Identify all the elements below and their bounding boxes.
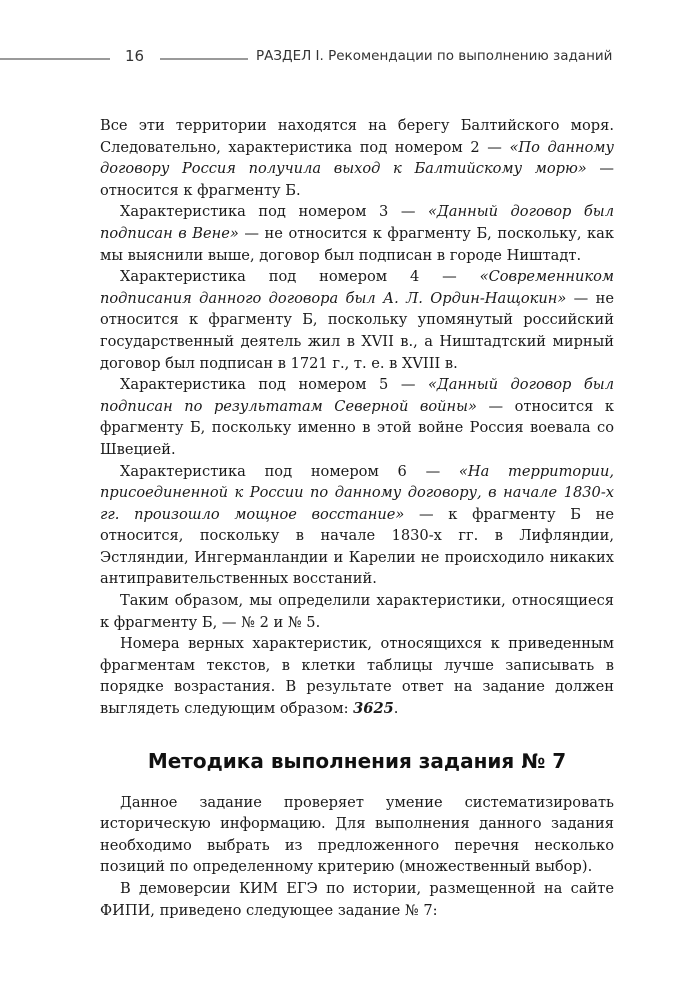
paragraph	[100, 590, 614, 633]
emphasized-text: «Данный договор был подписан в Вене»	[100, 203, 614, 242]
text-run: — к фрагменту Б не относится, поскольку в начале 1830-х гг. в Лифляндии, Эстляндии, Ингерманландии и Карелии не происходило никаких антиправительственных восстаний.	[100, 505, 615, 588]
text-run: Характеристика под номером 4 —	[120, 268, 480, 286]
task-heading: Методика выполнения задания № 7	[147, 748, 567, 773]
emphasized-text: «По данному договору Россия получила выход к Балтийскому морю»	[100, 138, 615, 178]
page-number: 16	[125, 47, 145, 65]
section-title: РАЗДЕЛ I. Рекомендации по выполнению заданий	[256, 48, 613, 64]
paragraph	[100, 461, 614, 591]
header-rule-middle	[160, 58, 248, 60]
paragraph	[100, 266, 614, 374]
paragraph-group-1	[100, 115, 614, 720]
page-body	[100, 115, 614, 921]
paragraph	[100, 374, 614, 460]
text-run: Номера верных характеристик, относящихся к приведенным фрагментам текстов, в клетки таблицы лучше записывать в порядке возрастания. В результате ответ на задание должен выглядеть следующим образом:	[100, 635, 614, 718]
text-run: — не относится к фрагменту Б, поскольку, как мы выяснили выше, договор был подписан в городе Ништадт.	[100, 224, 614, 264]
header-rule-left	[0, 58, 110, 60]
text-run: Данное задание проверяет умение систематизировать историческую информацию. Для выполнения данного задания необходимо выбрать из предложенного перечня несколько позиций по определенному критерию (множественный выбор).	[100, 793, 614, 876]
emphasized-text: 3625	[353, 700, 394, 718]
text-run: Характеристика под номером 6 —	[120, 462, 459, 480]
paragraph	[100, 792, 614, 878]
paragraph	[100, 201, 614, 266]
emphasized-text: «Современником подписания данного договора был А. Л. Ордин-Нащокин»	[100, 268, 614, 307]
paragraph	[100, 115, 614, 201]
text-run: Характеристика под номером 5 —	[120, 376, 428, 394]
text-run: Таким образом, мы определили характеристики, относящиеся к фрагменту Б, — № 2 и № 5.	[100, 592, 614, 631]
paragraph-group-2	[100, 792, 614, 922]
page-header	[0, 47, 681, 71]
text-run: В демоверсии КИМ ЕГЭ по истории, размещенной на сайте ФИПИ, приведено следующее задание № 7:	[100, 880, 614, 919]
paragraph	[100, 633, 614, 719]
paragraph	[100, 878, 614, 921]
text-run: .	[393, 700, 399, 718]
text-run: Характеристика под номером 3 —	[120, 203, 428, 221]
text-run: — относится к фрагменту Б.	[100, 160, 614, 199]
emphasized-text: «Данный договор был подписан по результатам Северной войны»	[100, 376, 614, 415]
text-run: — относится к фрагменту Б, поскольку именно в этой войне Россия воевала со Швецией.	[100, 397, 615, 458]
emphasized-text: «На территории, присоединенной к России по данному договору, в начале 1830-х гг. произошло мощное восстание»	[100, 462, 614, 523]
text-run: Все эти территории находятся на берегу Балтийского моря. Следовательно, характеристика под номером 2 —	[100, 117, 614, 156]
text-run: — не относится к фрагменту Б, поскольку упомянутый российский государственный деятель жил в XVII в., а Ништадтский мирный договор был подписан в 1721 г., т. е. в XVIII в.	[100, 289, 614, 372]
